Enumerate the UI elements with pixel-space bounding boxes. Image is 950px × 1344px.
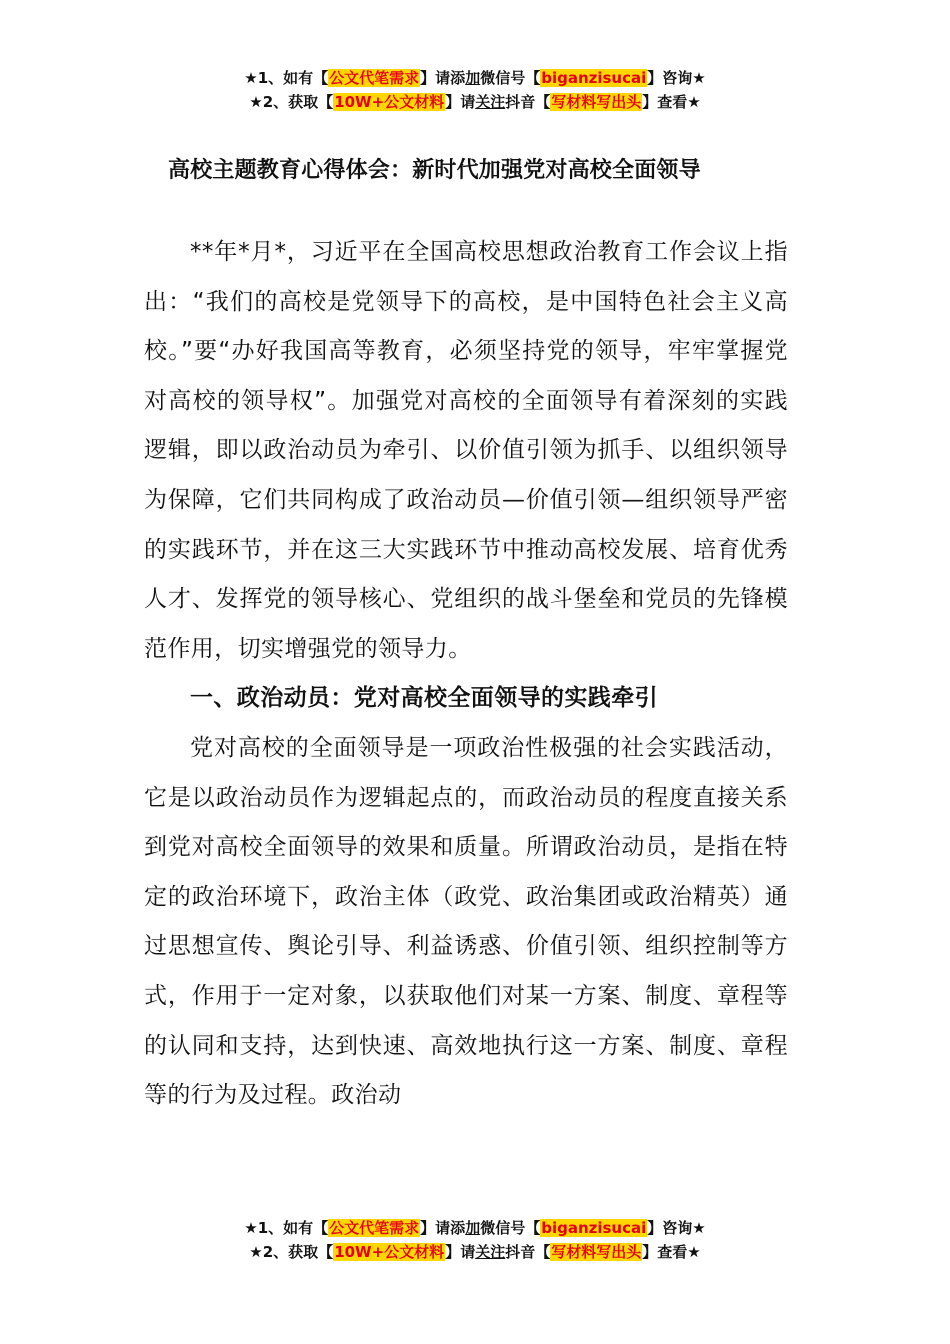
banner-text: 】请 [445, 93, 476, 111]
banner-underlined-text: 加 [465, 1219, 481, 1237]
highlight-wechat-id: biganzisucai [541, 69, 647, 87]
highlight-douyin-id: 写材料写出头 [551, 1243, 642, 1261]
banner-text: 】查看★ [642, 93, 701, 111]
banner-text: 】请添 [420, 69, 466, 87]
highlight-materials: 10W+公文材料 [334, 93, 445, 111]
banner-text: 】请添 [420, 1219, 466, 1237]
banner-line-2 [0, 90, 950, 114]
banner-text: ★2、获取【 [249, 93, 334, 111]
paragraph-section-1: 党对高校的全面领导是一项政治性极强的社会实践活动，它是以政治动员作为逻辑起点的，而政治动员的程度直接关系到党对高校全面领导的效果和质量。所谓政治动员，是指在特定的政治环境下，政治主体（政党、政治集团或政治精英）通过思想宣传、舆论引导、利益诱惑、价值引领、组织控制等方式，作用于一定对象，以获取他们对某一方案、制度、章程等的认同和支持，达到快速、高效地执行这一方案、制度、章程等的行为及过程。政治动 [144, 734, 788, 1109]
banner-text: ★1、如有【 [244, 1219, 329, 1237]
banner-underlined-text: 关注 [475, 93, 506, 111]
banner-line-1 [0, 1216, 950, 1240]
footer-banner [0, 1216, 950, 1264]
highlight-douyin-id: 写材料写出头 [551, 93, 642, 111]
banner-text: 】咨询★ [647, 1219, 706, 1237]
paragraph-intro: **年*月*，习近平在全国高校思想政治教育工作会议上指出：“我们的高校是党领导下的高校，是中国特色社会主义高校。”要“办好我国高等教育，必须坚持党的领导，牢牢掌握党对高校的领导权”。加强党对高校的全面领导有着深刻的实践逻辑，即以政治动员为牵引、以价值引领为抓手、以组织领导为保障，它们共同构成了政治动员—价值引领—组织领导严密的实践环节，并在这三大实践环节中推动高校发展、培育优秀人才、发挥党的领导核心、党组织的战斗堡垒和党员的先锋模范作用，切实增强党的领导力。 [144, 239, 788, 662]
banner-text: ★2、获取【 [249, 1243, 334, 1261]
banner-underlined-text: 加 [465, 69, 481, 87]
document-title: 高校主题教育心得体会：新时代加强党对高校全面领导 [168, 158, 701, 183]
banner-text: 】查看★ [642, 1243, 701, 1261]
header-banner [0, 66, 950, 114]
banner-underlined-text: 关注 [475, 1243, 506, 1261]
banner-text: 】请 [445, 1243, 476, 1261]
banner-text: 抖音【 [505, 1243, 551, 1261]
highlight-service: 公文代笔需求 [329, 69, 420, 87]
banner-text: 微信号【 [480, 69, 541, 87]
document-body [144, 148, 788, 1121]
banner-text: 微信号【 [480, 1219, 541, 1237]
highlight-wechat-id: biganzisucai [541, 1219, 647, 1237]
highlight-materials: 10W+公文材料 [334, 1243, 445, 1261]
banner-text: 抖音【 [505, 93, 551, 111]
banner-line-1 [0, 66, 950, 90]
banner-text: ★1、如有【 [244, 69, 329, 87]
highlight-service: 公文代笔需求 [329, 1219, 420, 1237]
banner-text: 】咨询★ [647, 69, 706, 87]
section-heading-1: 一、政治动员：党对高校全面领导的实践牵引 [190, 685, 658, 712]
banner-line-2 [0, 1240, 950, 1264]
